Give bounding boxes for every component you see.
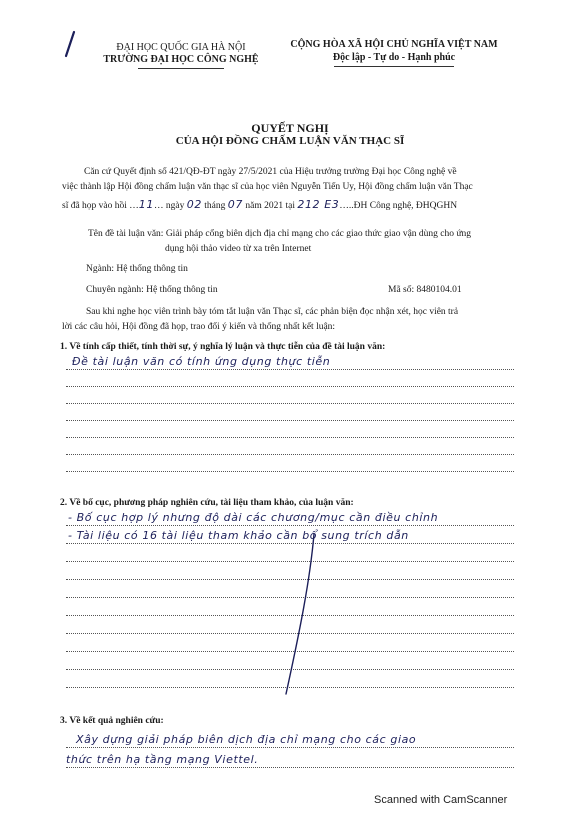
document-subtitle: CỦA HỘI ĐỒNG CHẤM LUẬN VĂN THẠC SĨ — [175, 135, 405, 147]
intro-line-3-b: … ngày — [154, 201, 187, 211]
intro-line-3-d: năm 2021 tại — [242, 201, 298, 211]
blank-area-strike-line — [270, 530, 330, 700]
section-2-handwriting-line-1: - Bố cục hợp lý nhưng độ dài các chương/mục cần điều chỉnh — [68, 511, 439, 524]
section-3-rule — [66, 767, 514, 768]
section-1-rule — [66, 471, 514, 472]
intro-line-3 — [62, 198, 457, 211]
meeting-month: 07 — [227, 198, 243, 211]
section-3-handwriting-line-1: Xây dựng giải pháp biên dịch địa chỉ mạng cho các giao — [76, 733, 417, 746]
section-3-handwriting-line-2: thức trên hạ tầng mạng Viettel. — [66, 753, 259, 766]
section-1-rule — [66, 437, 514, 438]
major: Chuyên ngành: Hệ thống thông tin — [86, 285, 218, 295]
section-1-rule — [66, 369, 514, 370]
intro-line-3-c: tháng — [201, 201, 228, 211]
section-3-rule — [66, 747, 514, 748]
thesis-title-line-1: Tên đề tài luận văn: Giải pháp cổng biên dịch địa chỉ mạng cho các giao thức giao vận dùng cho ứng — [88, 229, 472, 239]
thesis-title-line-2: dụng hội thảo video từ xa trên Internet — [165, 244, 312, 254]
section-1-handwriting-line-1: Đề tài luận văn có tính ứng dụng thực tiễn — [72, 355, 331, 368]
meeting-place: 212 E3 — [297, 198, 340, 211]
intro-line-2: việc thành lập Hội đồng chấm luận văn thạc sĩ của học viên Nguyễn Tiến Uy, Hội đồng chấm luận văn Thạc — [62, 182, 473, 192]
field-of-study: Ngành: Hệ thống thông tin — [86, 264, 188, 274]
meeting-hour: 11 — [138, 198, 154, 211]
section-2-heading: 2. Về bố cục, phương pháp nghiên cứu, tài liệu tham khảo, của luận văn: — [60, 498, 354, 508]
section-2-rule — [66, 525, 514, 526]
section-1-rule — [66, 454, 514, 455]
intro-line-3-a: sĩ đã họp vào hồi … — [62, 201, 139, 211]
section-3-heading: 3. Về kết quả nghiên cứu: — [60, 716, 164, 726]
intro-line-1: Căn cứ Quyết định số 421/QĐ-ĐT ngày 27/5/2021 của Hiệu trưởng trường Đại học Công nghệ về — [84, 167, 457, 177]
corner-slash-mark — [60, 30, 80, 58]
school-name-underline — [138, 68, 224, 69]
section-1-rule — [66, 403, 514, 404]
intro-line-3-e: …..ĐH Công nghệ, ĐHQGHN — [339, 201, 458, 211]
country-name: CỘNG HÒA XÃ HỘI CHỦ NGHĨA VIỆT NAM — [290, 39, 498, 50]
conclusion-intro-line-1: Sau khi nghe học viên trình bày tóm tắt luận văn Thạc sĩ, các phản biện đọc nhận xét, học viên trả — [86, 307, 459, 317]
conclusion-intro-line-2: lời các câu hỏi, Hội đồng đã họp, trao đổi ý kiến và thống nhất kết luận: — [62, 322, 336, 332]
meeting-day: 02 — [186, 198, 202, 211]
scanner-watermark: Scanned with CamScanner — [374, 794, 508, 806]
section-1-rule — [66, 386, 514, 387]
section-1-heading: 1. Về tính cấp thiết, tính thời sự, ý nghĩa lý luận và thực tiễn của đề tài luận văn: — [60, 342, 386, 352]
document-title: QUYẾT NGHỊ — [251, 121, 329, 135]
university-name: ĐẠI HỌC QUỐC GIA HÀ NỘI — [116, 42, 246, 53]
motto: Độc lập - Tự do - Hạnh phúc — [332, 52, 456, 63]
school-name: TRƯỜNG ĐẠI HỌC CÔNG NGHỆ — [103, 54, 259, 65]
motto-underline — [334, 66, 454, 67]
section-1-rule — [66, 420, 514, 421]
section-2-handwriting-line-2: - Tài liệu có 16 tài liệu tham khảo cần bổ sung trích dẫn — [68, 529, 409, 542]
major-code: Mã số: 8480104.01 — [388, 285, 462, 295]
